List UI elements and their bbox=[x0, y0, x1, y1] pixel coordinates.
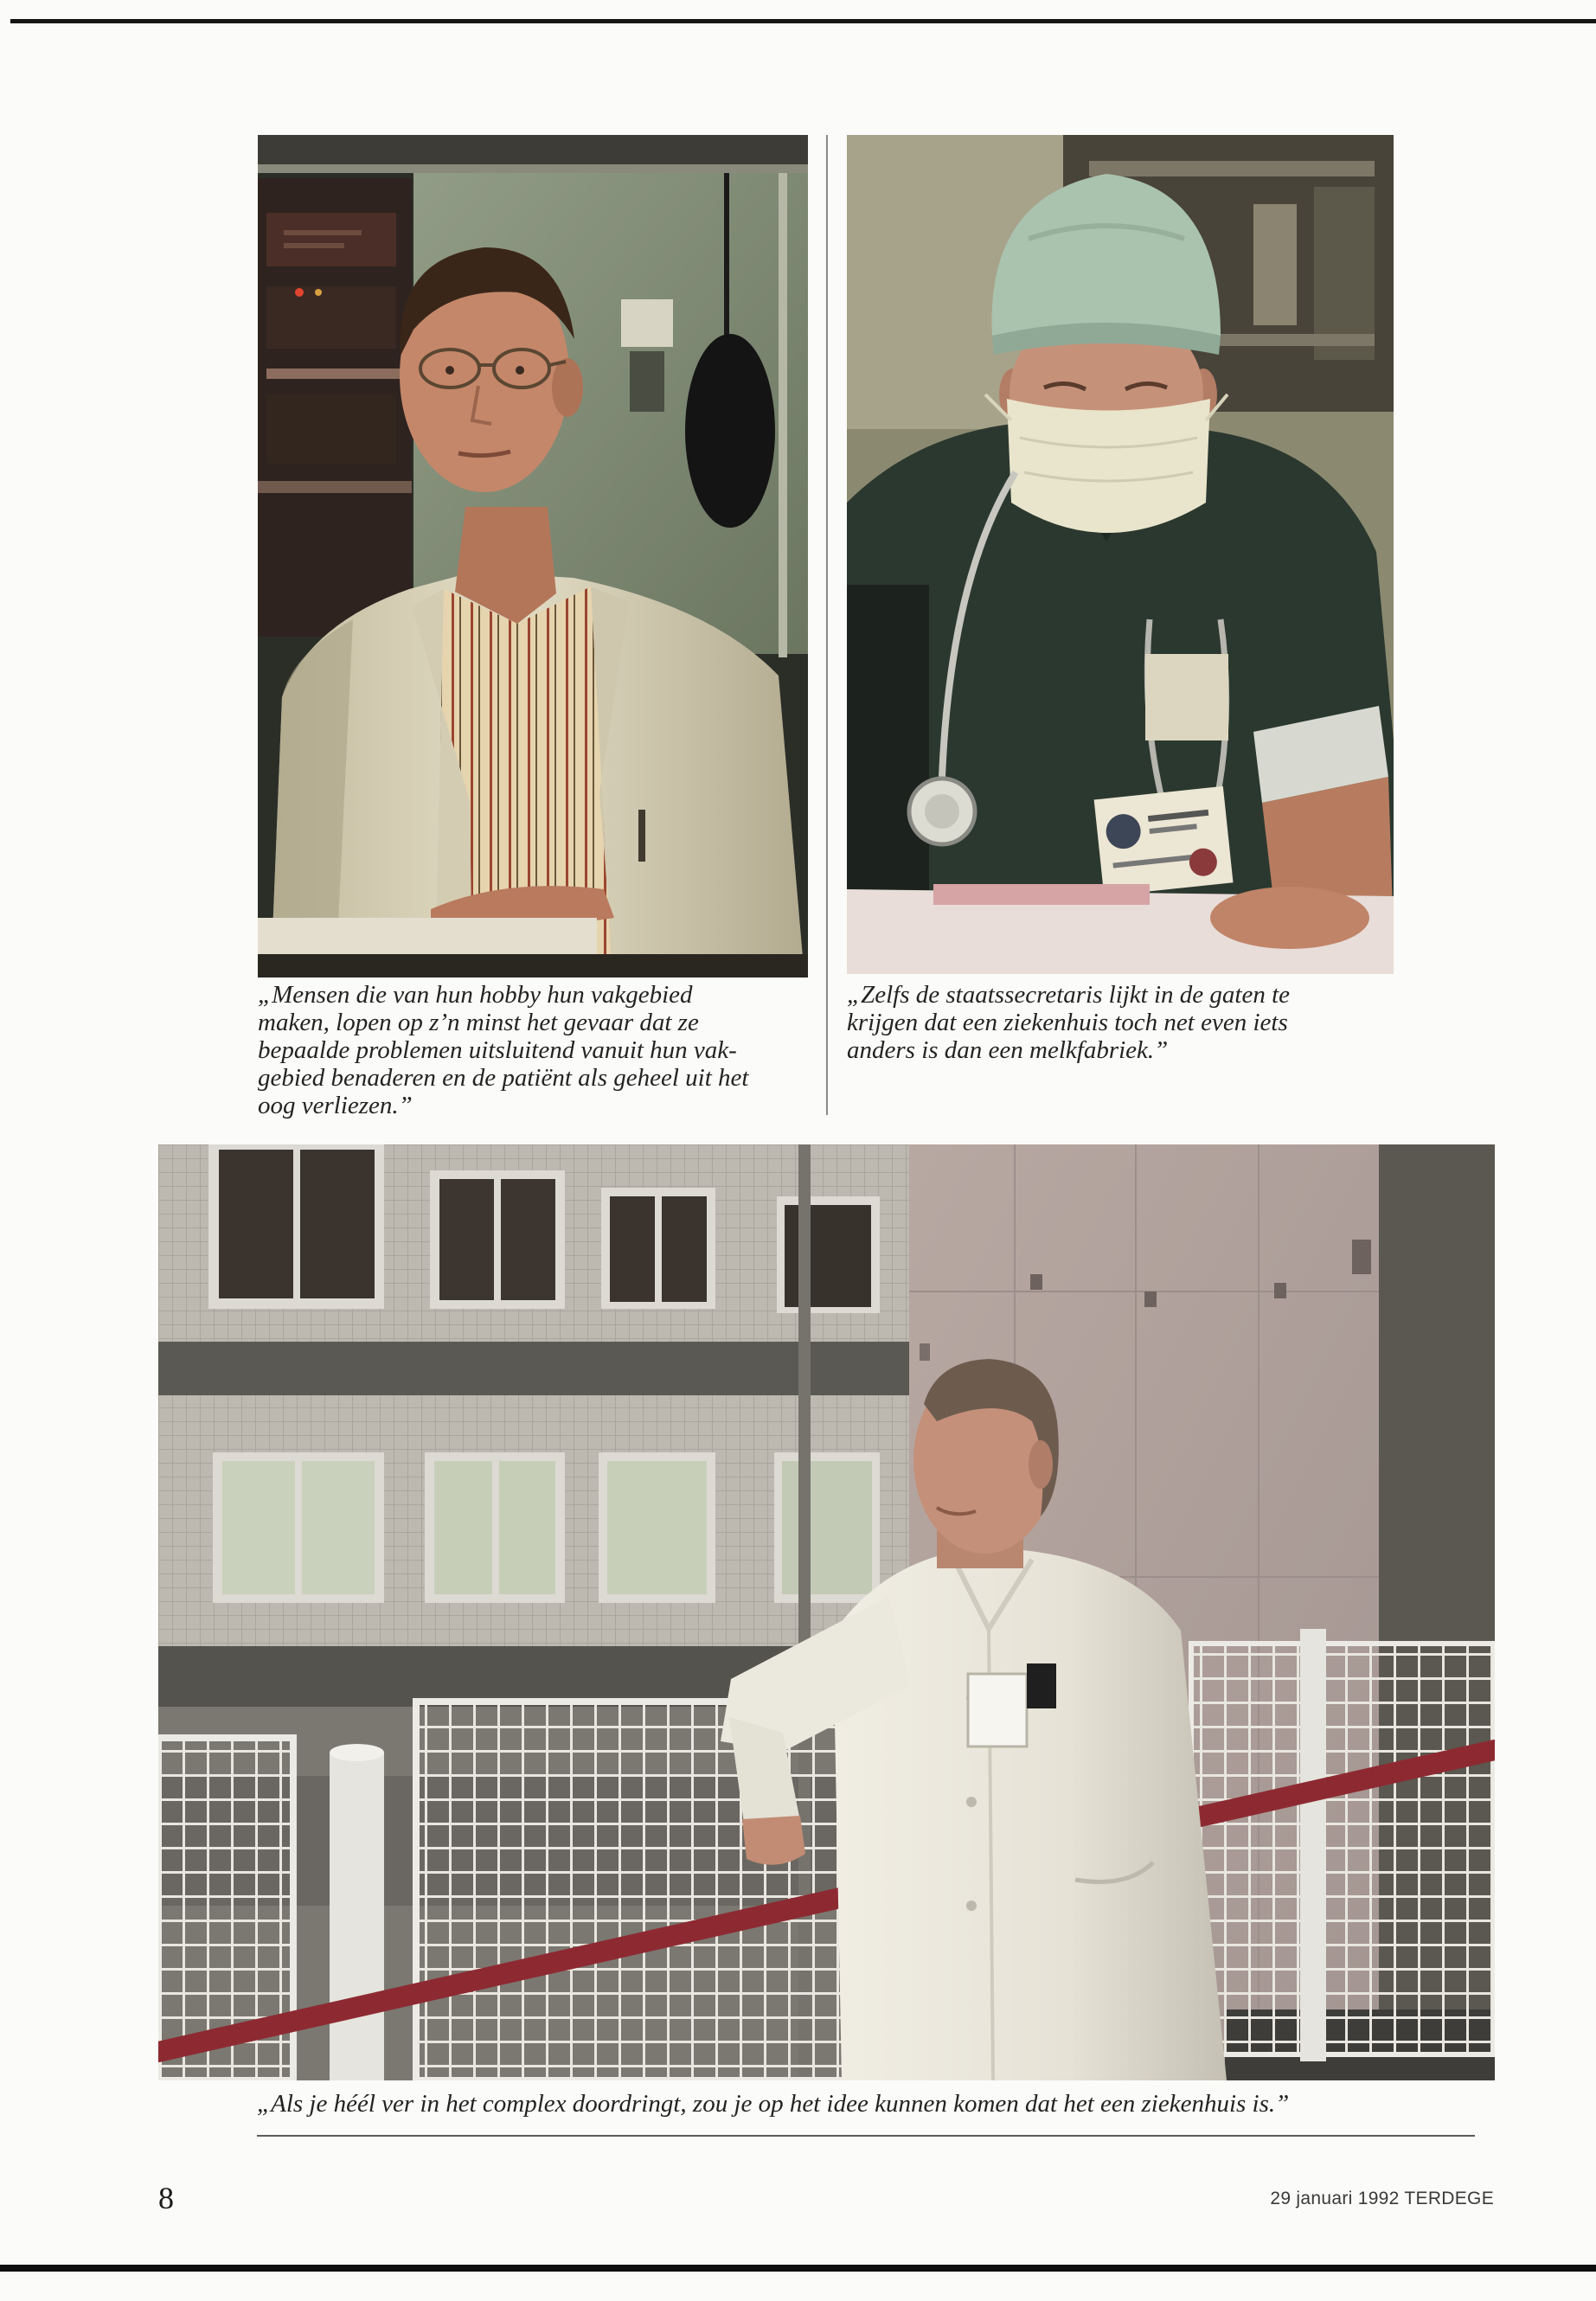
young-doctor-scene bbox=[258, 135, 808, 977]
id-badge bbox=[1094, 786, 1234, 896]
id-badge bbox=[968, 1674, 1027, 1747]
hospital-atrium-scene bbox=[158, 1144, 1495, 2080]
caption-line: anders is dan een melkfabriek.” bbox=[847, 1036, 1169, 1064]
surgical-mask bbox=[1007, 399, 1210, 533]
caption-line: gebied benaderen en de patiënt als geheel uit het bbox=[258, 1064, 749, 1092]
caption-line: bepaalde problemen uitsluitend vanuit hun vak- bbox=[258, 1036, 737, 1064]
column-divider bbox=[826, 135, 828, 1115]
page-number: 8 bbox=[158, 2181, 174, 2215]
photo-surgeon bbox=[847, 135, 1394, 974]
caption-line: „Zelfs de staatssecretaris lijkt in de gaten te bbox=[847, 981, 1291, 1009]
medical-equipment-rack bbox=[258, 178, 412, 637]
issue-date-publication: 29 januari 1992 TERDEGE bbox=[1270, 2189, 1494, 2208]
photo-young-doctor bbox=[258, 135, 808, 977]
caption-line: maken, lopen op z’n minst het gevaar dat ze bbox=[258, 1009, 699, 1036]
hand bbox=[1210, 887, 1369, 949]
caption-underline-rule bbox=[257, 2135, 1475, 2137]
caption-young-doctor bbox=[258, 981, 811, 1119]
caption-line: krijgen dat een ziekenhuis toch net even iets bbox=[847, 1009, 1288, 1036]
photo-senior-doctor-gallery bbox=[158, 1144, 1495, 2080]
caption-line: oog verliezen.” bbox=[258, 1092, 413, 1119]
caption-line: „Als je héél ver in het complex doordringt, zou je op het idee kunnen komen dat het een ziekenhuis is.” bbox=[257, 2090, 1290, 2118]
caption-surgeon bbox=[847, 981, 1401, 1064]
bottom-border-rule bbox=[0, 2265, 1596, 2272]
caption-line: „Mensen die van hun hobby hun vakgebied bbox=[258, 981, 693, 1009]
desk bbox=[258, 918, 597, 954]
hand bbox=[742, 1816, 805, 1865]
top-border-rule bbox=[10, 19, 1596, 23]
hanging-ventilation-bag bbox=[685, 334, 775, 528]
surgeon-scene bbox=[847, 135, 1394, 974]
caption-senior-doctor bbox=[257, 2090, 1485, 2118]
